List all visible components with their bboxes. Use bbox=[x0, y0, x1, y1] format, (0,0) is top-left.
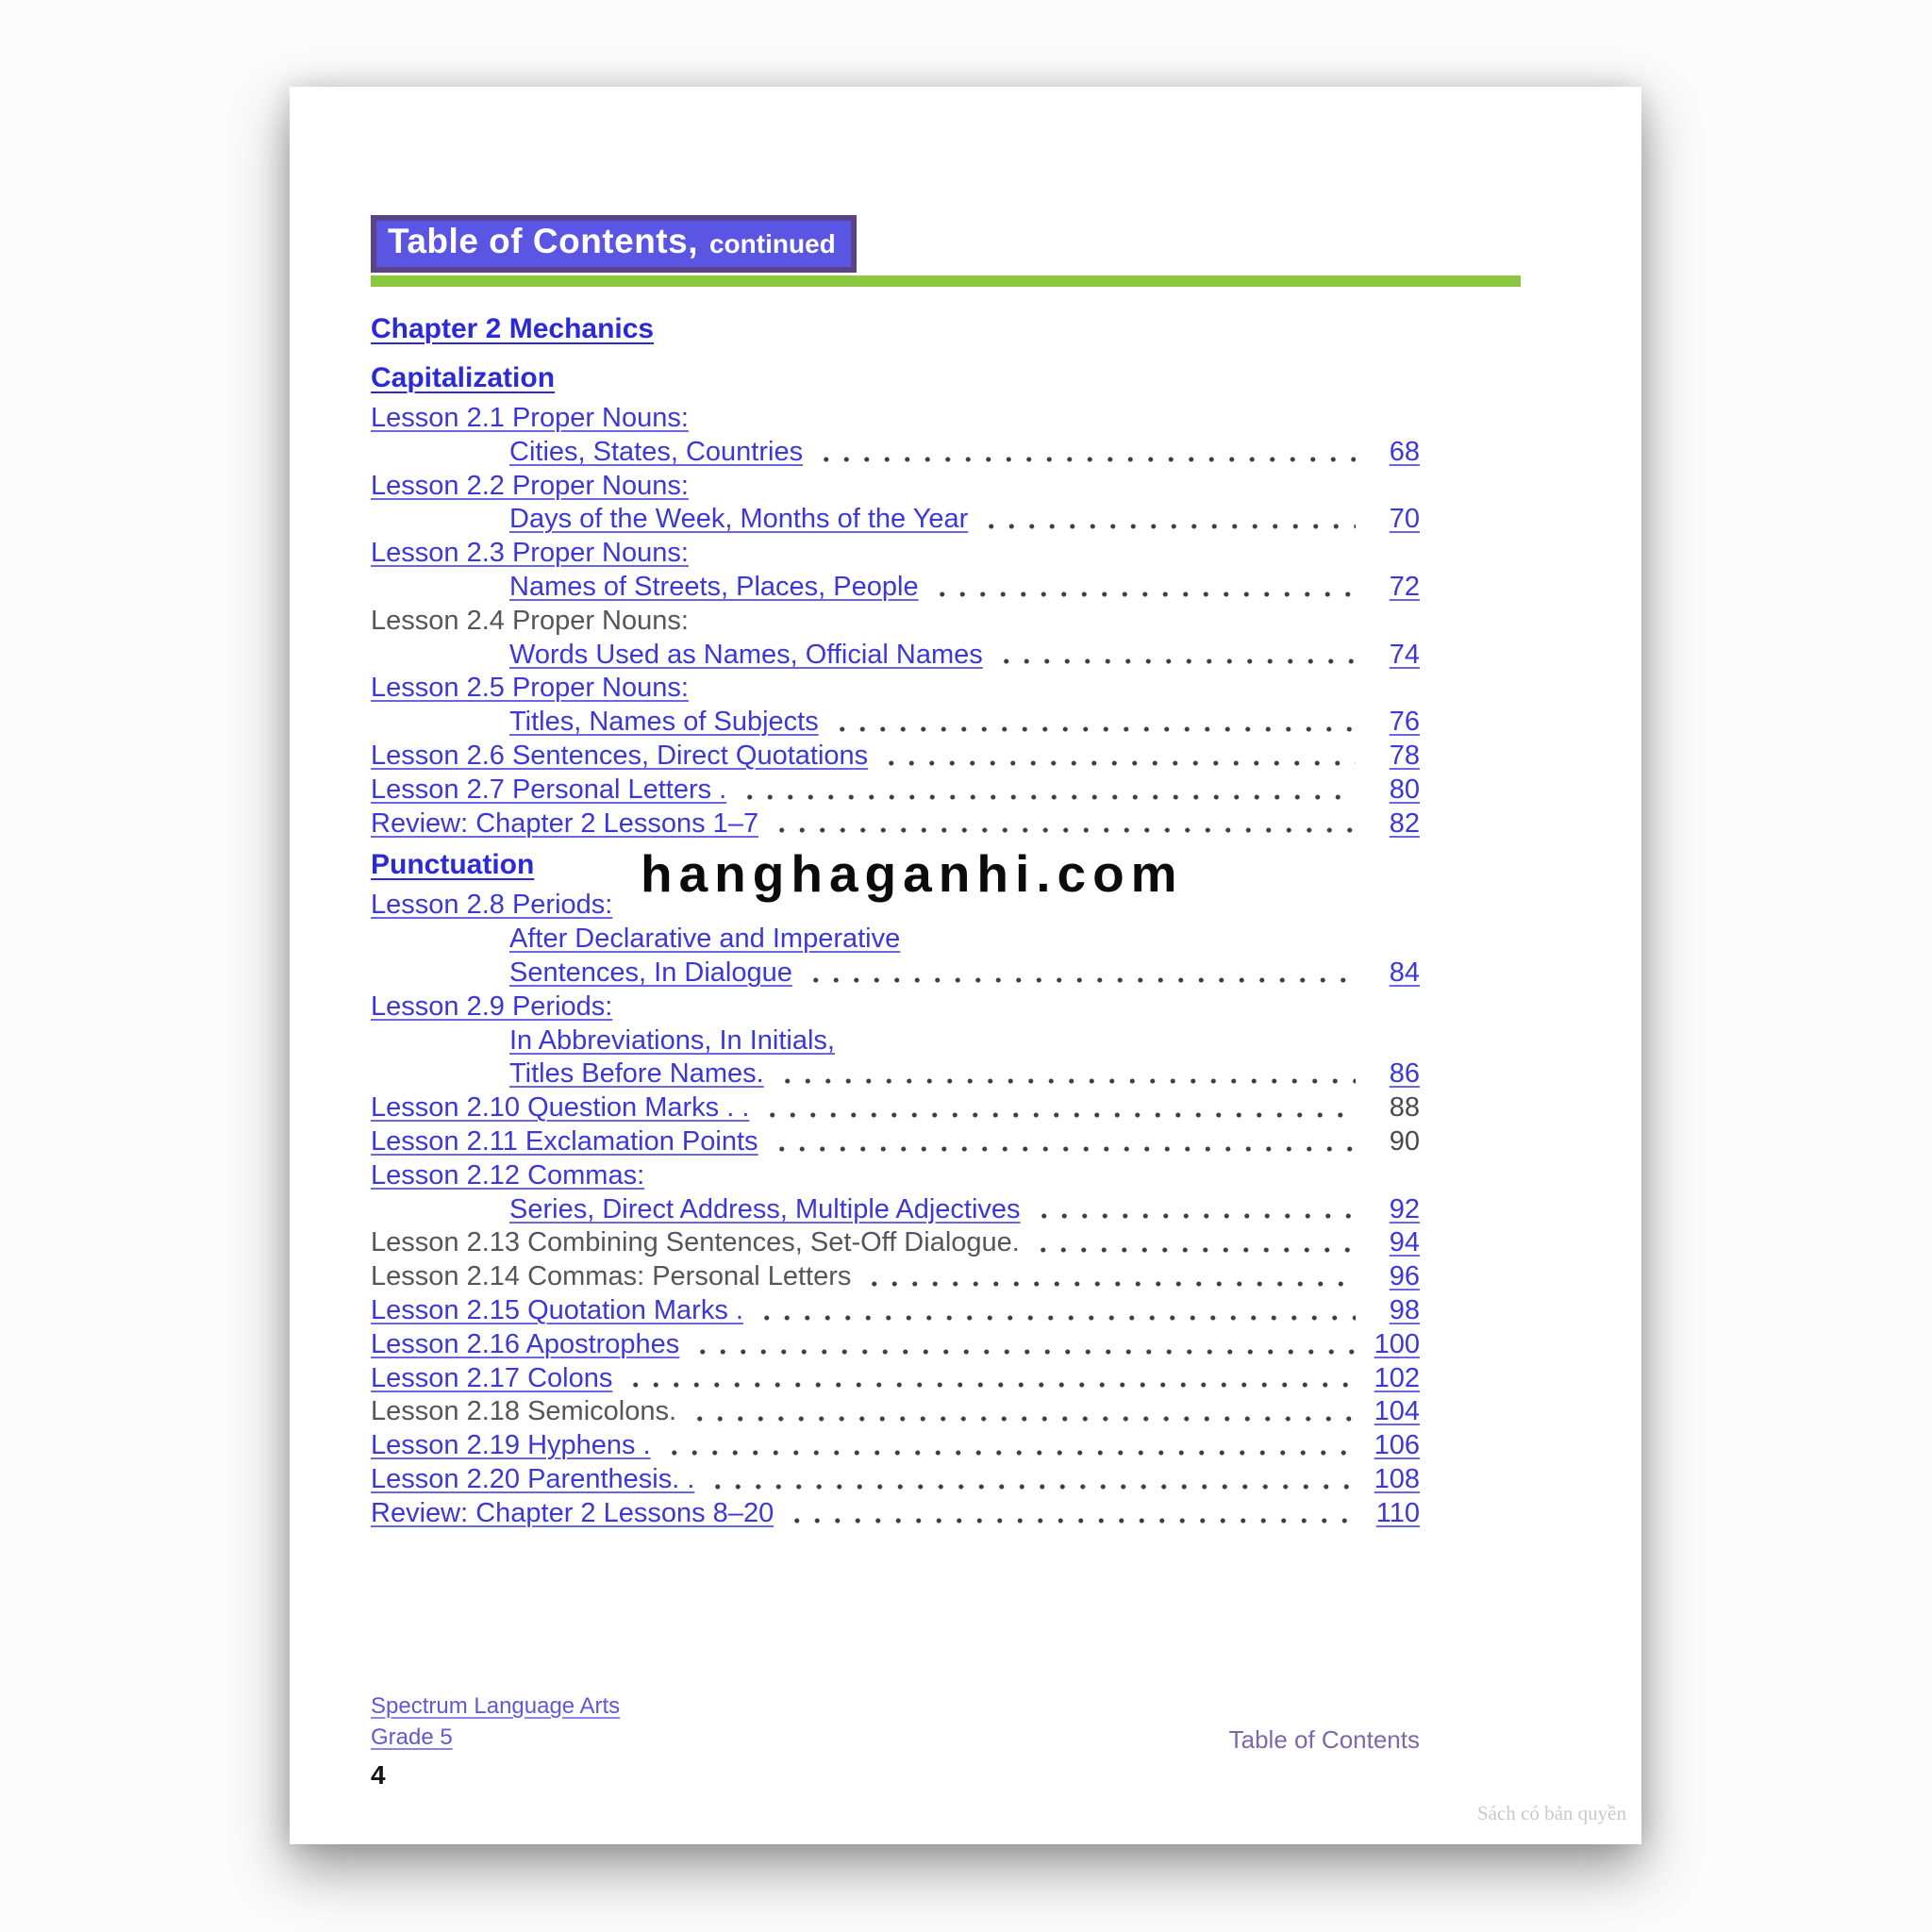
toc-page-number-link[interactable]: 76 bbox=[1389, 707, 1420, 738]
toc-row bbox=[371, 639, 1420, 673]
toc-entry-text: Lesson 2.14 Commas: Personal Letters bbox=[371, 1261, 852, 1292]
dot-leader bbox=[1034, 1193, 1356, 1227]
toc-row bbox=[371, 571, 1420, 605]
dot-leader bbox=[762, 1091, 1356, 1125]
toc-row bbox=[371, 808, 1420, 841]
copyright-note: Sách có bản quyền bbox=[1476, 1802, 1626, 1824]
dot-leader bbox=[996, 639, 1356, 673]
toc-entry-text: Lesson 2.18 Semicolons. bbox=[371, 1396, 677, 1427]
toc-entry-link[interactable]: Lesson 2.1 Proper Nouns: bbox=[371, 403, 689, 433]
dot-leader bbox=[832, 706, 1356, 740]
toc-page-number-link[interactable]: 86 bbox=[1389, 1058, 1420, 1090]
dot-leader bbox=[881, 740, 1356, 774]
toc-entry-link[interactable]: Lesson 2.8 Periods: bbox=[371, 890, 613, 921]
dot-leader bbox=[757, 1294, 1356, 1328]
page-footer bbox=[371, 1690, 1420, 1790]
toc-entry-link[interactable]: Lesson 2.5 Proper Nouns: bbox=[371, 673, 689, 704]
toc-entry-link[interactable]: Lesson 2.6 Sentences, Direct Quotations bbox=[371, 740, 869, 771]
toc-page-number-link[interactable]: 70 bbox=[1389, 504, 1420, 535]
dot-leader bbox=[932, 571, 1356, 605]
toc-row bbox=[371, 706, 1420, 740]
dot-leader bbox=[692, 1328, 1356, 1362]
toc-row bbox=[371, 402, 1420, 436]
toc-row bbox=[371, 1091, 1420, 1125]
page-title-banner bbox=[371, 215, 857, 273]
toc-page-number-link[interactable]: 82 bbox=[1389, 808, 1420, 839]
toc-page-number-link[interactable]: 84 bbox=[1389, 957, 1420, 988]
toc-row bbox=[371, 1226, 1420, 1260]
toc-page-number-link[interactable]: 104 bbox=[1374, 1396, 1420, 1427]
toc-page-number-link[interactable]: 72 bbox=[1389, 571, 1420, 602]
dot-leader bbox=[816, 436, 1356, 470]
folio-page-number: 4 bbox=[371, 1760, 386, 1790]
toc-row bbox=[371, 1294, 1420, 1328]
toc-entry-link[interactable]: Review: Chapter 2 Lessons 8–20 bbox=[371, 1497, 774, 1528]
toc-entry-link[interactable]: After Declarative and Imperative bbox=[509, 924, 901, 955]
toc-entry-link[interactable]: Lesson 2.20 Parenthesis. . bbox=[371, 1463, 695, 1494]
toc-row bbox=[371, 957, 1420, 991]
toc-row bbox=[371, 740, 1420, 774]
toc-page-number-link[interactable]: 96 bbox=[1389, 1261, 1420, 1292]
toc-entry-link[interactable]: Lesson 2.15 Quotation Marks . bbox=[371, 1294, 743, 1325]
toc-row bbox=[371, 1159, 1420, 1193]
toc-entry-text: Lesson 2.4 Proper Nouns: bbox=[371, 605, 689, 636]
toc-entry-link[interactable]: Days of the Week, Months of the Year bbox=[509, 504, 969, 535]
toc-page-number-link[interactable]: 80 bbox=[1389, 774, 1420, 805]
toc-entry-text: Lesson 2.13 Combining Sentences, Set-Off Dialogue. bbox=[371, 1227, 1020, 1258]
toc-row bbox=[371, 503, 1420, 537]
dot-leader bbox=[864, 1260, 1356, 1294]
chapter-heading-link[interactable]: Chapter 2 Mechanics bbox=[371, 313, 655, 344]
toc-entry-link[interactable]: Lesson 2.12 Commas: bbox=[371, 1159, 645, 1191]
page bbox=[290, 87, 1641, 1844]
toc-page-number-link[interactable]: 108 bbox=[1374, 1463, 1420, 1494]
toc-entry-link[interactable]: Lesson 2.10 Question Marks . . bbox=[371, 1092, 750, 1124]
toc-row bbox=[371, 1260, 1420, 1294]
toc-row bbox=[371, 605, 1420, 639]
footer-grade-link[interactable]: Grade 5 bbox=[371, 1724, 453, 1750]
dot-leader bbox=[806, 957, 1356, 991]
toc-row bbox=[371, 1429, 1420, 1463]
toc-page-number-link[interactable]: 100 bbox=[1374, 1328, 1420, 1359]
toc-row bbox=[371, 1024, 1420, 1058]
divider-bar bbox=[371, 275, 1521, 287]
toc-page-number-link[interactable]: 94 bbox=[1389, 1227, 1420, 1258]
page-title: Table of Contents, bbox=[388, 222, 698, 260]
dot-leader bbox=[690, 1395, 1356, 1429]
toc-section bbox=[371, 364, 1420, 841]
dot-leader bbox=[740, 774, 1356, 808]
table-of-contents bbox=[371, 314, 1420, 1531]
dot-leader bbox=[787, 1497, 1356, 1531]
toc-row bbox=[371, 774, 1420, 808]
toc-row bbox=[371, 923, 1420, 957]
toc-row bbox=[371, 537, 1420, 571]
dot-leader bbox=[777, 1058, 1356, 1091]
toc-entry-link[interactable]: Series, Direct Address, Multiple Adjectives bbox=[509, 1193, 1021, 1224]
toc-row bbox=[371, 1463, 1420, 1497]
toc-entry-link[interactable]: Lesson 2.16 Apostrophes bbox=[371, 1328, 680, 1359]
dot-leader bbox=[664, 1429, 1356, 1463]
toc-row bbox=[371, 470, 1420, 504]
toc-entry-link[interactable]: Lesson 2.9 Periods: bbox=[371, 991, 613, 1022]
toc-page-number-link[interactable]: 68 bbox=[1389, 436, 1420, 467]
dot-leader bbox=[772, 808, 1356, 841]
toc-entry-link[interactable]: In Abbreviations, In Initials, bbox=[509, 1024, 835, 1056]
toc-row bbox=[371, 672, 1420, 706]
toc-entry-link[interactable]: Words Used as Names, Official Names bbox=[509, 639, 983, 670]
toc-page-number-link[interactable]: 102 bbox=[1374, 1362, 1420, 1393]
toc-sections bbox=[371, 364, 1420, 1531]
toc-row bbox=[371, 1497, 1420, 1531]
toc-entry-link[interactable]: Lesson 2.11 Exclamation Points bbox=[371, 1125, 758, 1157]
footer-section-label: Table of Contents bbox=[1228, 1725, 1420, 1754]
toc-entry-link[interactable]: Sentences, In Dialogue bbox=[509, 957, 792, 988]
toc-entry-link[interactable]: Lesson 2.19 Hyphens . bbox=[371, 1430, 651, 1461]
section-heading-link[interactable]: Capitalization bbox=[371, 362, 556, 393]
dot-leader bbox=[625, 1362, 1356, 1396]
toc-page-number-link[interactable]: 92 bbox=[1389, 1193, 1420, 1224]
toc-row bbox=[371, 436, 1420, 470]
toc-page-number-link[interactable]: 74 bbox=[1389, 639, 1420, 670]
toc-row bbox=[371, 1193, 1420, 1227]
toc-page-number-link[interactable]: 106 bbox=[1374, 1430, 1420, 1461]
toc-page-number-link[interactable]: 98 bbox=[1389, 1294, 1420, 1325]
toc-entry-link[interactable]: Lesson 2.3 Proper Nouns: bbox=[371, 538, 689, 569]
toc-entry-link[interactable]: Review: Chapter 2 Lessons 1–7 bbox=[371, 808, 759, 839]
toc-page-number: 88 bbox=[1389, 1092, 1420, 1124]
toc-row bbox=[371, 1125, 1420, 1159]
toc-entry-link[interactable]: Lesson 2.7 Personal Letters . bbox=[371, 774, 727, 805]
toc-row bbox=[371, 1362, 1420, 1396]
toc-entry-link[interactable]: Names of Streets, Places, People bbox=[509, 571, 919, 602]
toc-entry-link[interactable]: Titles Before Names. bbox=[509, 1058, 764, 1090]
toc-row bbox=[371, 1058, 1420, 1091]
toc-page-number: 90 bbox=[1389, 1125, 1420, 1157]
toc-entry-link[interactable]: Cities, States, Countries bbox=[509, 436, 804, 467]
toc-section bbox=[371, 851, 1420, 1530]
toc-row bbox=[371, 1328, 1420, 1362]
footer-book-title-link[interactable]: Spectrum Language Arts bbox=[371, 1693, 621, 1719]
dot-leader bbox=[772, 1125, 1356, 1159]
toc-page-number-link[interactable]: 110 bbox=[1375, 1497, 1420, 1528]
section-heading-link[interactable]: Punctuation bbox=[371, 849, 535, 881]
toc-entry-link[interactable]: Titles, Names of Subjects bbox=[509, 707, 819, 738]
dot-leader bbox=[708, 1463, 1356, 1497]
toc-row bbox=[371, 991, 1420, 1024]
dot-leader bbox=[1033, 1226, 1356, 1260]
dot-leader bbox=[981, 503, 1356, 537]
toc-entry-link[interactable]: Lesson 2.17 Colons bbox=[371, 1362, 613, 1393]
toc-row bbox=[371, 1395, 1420, 1429]
toc-entry-link[interactable]: Lesson 2.2 Proper Nouns: bbox=[371, 470, 689, 501]
toc-page-number-link[interactable]: 78 bbox=[1389, 740, 1420, 771]
watermark-text: hanghaganhi.com bbox=[641, 844, 1184, 903]
page-title-continued: continued bbox=[708, 229, 836, 258]
